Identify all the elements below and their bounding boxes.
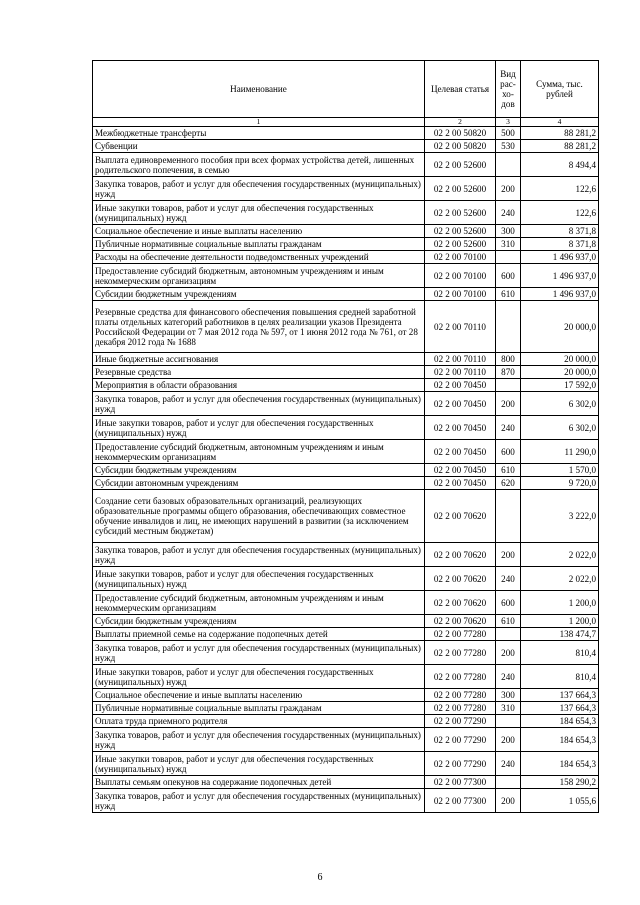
row-code: 02 2 00 52600 xyxy=(425,177,496,201)
row-name: Предоставление субсидий бюджетным, автономным учреждениям и иным некоммерческим организациям xyxy=(93,440,425,464)
table-row xyxy=(93,353,599,366)
row-vid: 600 xyxy=(496,440,521,464)
row-vid xyxy=(496,301,521,353)
row-name: Закупка товаров, работ и услуг для обеспечения государственных (муниципальных) нужд xyxy=(93,177,425,201)
row-name: Предоставление субсидий бюджетным, автономным учреждениям и иным некоммерческим организациям xyxy=(93,264,425,288)
row-sum: 1 570,0 xyxy=(521,464,599,477)
header-sum: Сумма, тыс. рублей xyxy=(521,61,599,118)
page-number: 6 xyxy=(317,872,323,883)
row-name: Иные закупки товаров, работ и услуг для обеспечения государственных (муниципальных) нужд xyxy=(93,416,425,440)
table-row xyxy=(93,301,599,353)
row-name: Оплата труда приемного родителя xyxy=(93,715,425,728)
row-sum: 6 302,0 xyxy=(521,416,599,440)
row-sum: 810,4 xyxy=(521,665,599,689)
row-sum: 122,6 xyxy=(521,201,599,225)
row-vid: 200 xyxy=(496,177,521,201)
row-vid: 310 xyxy=(496,238,521,251)
table-row xyxy=(93,153,599,177)
row-code: 02 2 00 70620 xyxy=(425,591,496,615)
row-vid xyxy=(496,628,521,641)
row-name: Иные закупки товаров, работ и услуг для обеспечения государственных (муниципальных) нужд xyxy=(93,665,425,689)
row-vid xyxy=(496,251,521,264)
row-vid: 610 xyxy=(496,464,521,477)
row-sum: 122,6 xyxy=(521,177,599,201)
table-row xyxy=(93,392,599,416)
row-name: Создание сети базовых образовательных организаций, реализующих образовательные программы общего образования, обеспечивающих совместное обучение инвалидов и лиц, не имеющих нарушений в развитии (за исключением субсидий местным бюджетам) xyxy=(93,490,425,543)
row-code: 02 2 00 77290 xyxy=(425,715,496,728)
table-row xyxy=(93,728,599,752)
row-vid xyxy=(496,153,521,177)
row-name: Закупка товаров, работ и услуг для обеспечения государственных (муниципальных) нужд xyxy=(93,641,425,665)
row-code: 02 2 00 70110 xyxy=(425,366,496,379)
budget-table xyxy=(92,60,599,813)
table-row xyxy=(93,127,599,140)
row-vid: 240 xyxy=(496,752,521,776)
row-code: 02 2 00 77300 xyxy=(425,789,496,813)
row-name: Публичные нормативные социальные выплаты гражданам xyxy=(93,702,425,715)
row-vid: 240 xyxy=(496,416,521,440)
row-sum: 184 654,3 xyxy=(521,752,599,776)
column-number: 1 xyxy=(93,118,425,127)
row-vid xyxy=(496,490,521,543)
header-name: Наименование xyxy=(93,61,425,118)
column-number: 4 xyxy=(521,118,599,127)
row-code: 02 2 00 77290 xyxy=(425,752,496,776)
row-code: 02 2 00 70620 xyxy=(425,543,496,567)
row-vid: 240 xyxy=(496,567,521,591)
row-sum: 9 720,0 xyxy=(521,477,599,490)
row-code: 02 2 00 77280 xyxy=(425,628,496,641)
table-row xyxy=(93,366,599,379)
table-row xyxy=(93,752,599,776)
row-sum: 158 290,2 xyxy=(521,776,599,789)
row-sum: 11 290,0 xyxy=(521,440,599,464)
row-code: 02 2 00 50820 xyxy=(425,127,496,140)
table-row xyxy=(93,177,599,201)
table-row xyxy=(93,477,599,490)
row-sum: 137 664,3 xyxy=(521,702,599,715)
row-name: Субвенции xyxy=(93,140,425,153)
table-row xyxy=(93,665,599,689)
table-row xyxy=(93,615,599,628)
row-sum: 8 371,8 xyxy=(521,225,599,238)
table-row xyxy=(93,264,599,288)
table-row xyxy=(93,140,599,153)
row-name: Мероприятия в области образования xyxy=(93,379,425,392)
row-sum: 1 496 937,0 xyxy=(521,264,599,288)
row-vid: 200 xyxy=(496,789,521,813)
row-vid: 300 xyxy=(496,225,521,238)
row-sum: 184 654,3 xyxy=(521,728,599,752)
table-header-row xyxy=(93,61,599,118)
row-vid: 240 xyxy=(496,201,521,225)
row-code: 02 2 00 77290 xyxy=(425,728,496,752)
column-number: 3 xyxy=(496,118,521,127)
row-vid xyxy=(496,776,521,789)
row-sum: 184 654,3 xyxy=(521,715,599,728)
row-sum: 1 055,6 xyxy=(521,789,599,813)
row-name: Закупка товаров, работ и услуг для обеспечения государственных (муниципальных) нужд xyxy=(93,728,425,752)
row-sum: 20 000,0 xyxy=(521,301,599,353)
table-row xyxy=(93,591,599,615)
table-row xyxy=(93,689,599,702)
row-sum: 6 302,0 xyxy=(521,392,599,416)
row-vid: 300 xyxy=(496,689,521,702)
row-name: Резервные средства xyxy=(93,366,425,379)
row-code: 02 2 00 70450 xyxy=(425,477,496,490)
row-sum: 1 200,0 xyxy=(521,591,599,615)
row-vid xyxy=(496,379,521,392)
row-code: 02 2 00 70450 xyxy=(425,379,496,392)
row-sum: 1 200,0 xyxy=(521,615,599,628)
row-vid: 310 xyxy=(496,702,521,715)
table-row xyxy=(93,379,599,392)
row-vid: 200 xyxy=(496,392,521,416)
table-row xyxy=(93,490,599,543)
row-name: Резервные средства для финансового обеспечения повышения средней заработной платы отдельных категорий работников в целях реализации указов Президента Российской Федерации от 7 мая 2012 года № 597, от 1 июня 2012 года № 761, от 28 декабря 2012 года № 1688 xyxy=(93,301,425,353)
row-name: Межбюджетные трансферты xyxy=(93,127,425,140)
row-sum: 8 494,4 xyxy=(521,153,599,177)
row-name: Социальное обеспечение и иные выплаты населению xyxy=(93,689,425,702)
table-row xyxy=(93,628,599,641)
row-name: Субсидии бюджетным учреждениям xyxy=(93,288,425,301)
table-row xyxy=(93,288,599,301)
row-code: 02 2 00 70110 xyxy=(425,301,496,353)
row-sum: 3 222,0 xyxy=(521,490,599,543)
row-sum: 137 664,3 xyxy=(521,689,599,702)
row-vid: 870 xyxy=(496,366,521,379)
table-row xyxy=(93,776,599,789)
row-code: 02 2 00 52600 xyxy=(425,153,496,177)
row-vid: 240 xyxy=(496,665,521,689)
row-vid: 620 xyxy=(496,477,521,490)
row-name: Иные закупки товаров, работ и услуг для обеспечения государственных (муниципальных) нужд xyxy=(93,752,425,776)
row-code: 02 2 00 70620 xyxy=(425,567,496,591)
row-vid: 610 xyxy=(496,615,521,628)
row-code: 02 2 00 52600 xyxy=(425,201,496,225)
row-name: Закупка товаров, работ и услуг для обеспечения государственных (муниципальных) нужд xyxy=(93,392,425,416)
row-vid: 800 xyxy=(496,353,521,366)
row-code: 02 2 00 50820 xyxy=(425,140,496,153)
header-code: Целевая статья xyxy=(425,61,496,118)
table-row xyxy=(93,416,599,440)
row-sum: 88 281,2 xyxy=(521,127,599,140)
row-name: Закупка товаров, работ и услуг для обеспечения государственных (муниципальных) нужд xyxy=(93,543,425,567)
row-code: 02 2 00 70450 xyxy=(425,464,496,477)
row-code: 02 2 00 77300 xyxy=(425,776,496,789)
row-vid xyxy=(496,715,521,728)
row-sum: 17 592,0 xyxy=(521,379,599,392)
table-row xyxy=(93,715,599,728)
row-sum: 20 000,0 xyxy=(521,366,599,379)
row-sum: 2 022,0 xyxy=(521,567,599,591)
row-name: Публичные нормативные социальные выплаты гражданам xyxy=(93,238,425,251)
row-code: 02 2 00 70100 xyxy=(425,288,496,301)
row-code: 02 2 00 70110 xyxy=(425,353,496,366)
row-sum: 8 371,8 xyxy=(521,238,599,251)
row-name: Иные закупки товаров, работ и услуг для обеспечения государственных (муниципальных) нужд xyxy=(93,567,425,591)
row-vid: 200 xyxy=(496,641,521,665)
table-row xyxy=(93,201,599,225)
row-vid: 600 xyxy=(496,591,521,615)
row-sum: 810,4 xyxy=(521,641,599,665)
row-name: Выплаты семьям опекунов на содержание подопечных детей xyxy=(93,776,425,789)
row-code: 02 2 00 70100 xyxy=(425,264,496,288)
row-sum: 1 496 937,0 xyxy=(521,288,599,301)
row-sum: 2 022,0 xyxy=(521,543,599,567)
row-code: 02 2 00 77280 xyxy=(425,641,496,665)
row-sum: 88 281,2 xyxy=(521,140,599,153)
row-name: Субсидии бюджетным учреждениям xyxy=(93,615,425,628)
row-vid: 530 xyxy=(496,140,521,153)
row-name: Расходы на обеспечение деятельности подведомственных учреждений xyxy=(93,251,425,264)
table-row xyxy=(93,702,599,715)
row-code: 02 2 00 70620 xyxy=(425,615,496,628)
row-code: 02 2 00 52600 xyxy=(425,225,496,238)
column-number: 2 xyxy=(425,118,496,127)
row-vid: 610 xyxy=(496,288,521,301)
row-code: 02 2 00 77280 xyxy=(425,689,496,702)
row-sum: 138 474,7 xyxy=(521,628,599,641)
row-code: 02 2 00 70100 xyxy=(425,251,496,264)
table-row xyxy=(93,464,599,477)
row-vid: 600 xyxy=(496,264,521,288)
row-code: 02 2 00 77280 xyxy=(425,702,496,715)
row-vid: 200 xyxy=(496,543,521,567)
table-row xyxy=(93,641,599,665)
row-name: Выплата единовременного пособия при всех формах устройства детей, лишенных родительского попечения, в семью xyxy=(93,153,425,177)
header-vid: Вид рас-хо-дов xyxy=(496,61,521,118)
row-name: Социальное обеспечение и иные выплаты населению xyxy=(93,225,425,238)
row-name: Предоставление субсидий бюджетным, автономным учреждениям и иным некоммерческим организациям xyxy=(93,591,425,615)
table-row xyxy=(93,567,599,591)
table-row xyxy=(93,225,599,238)
row-name: Выплаты приемной семье на содержание подопечных детей xyxy=(93,628,425,641)
table-row xyxy=(93,238,599,251)
table-row xyxy=(93,789,599,813)
row-name: Иные закупки товаров, работ и услуг для обеспечения государственных (муниципальных) нужд xyxy=(93,201,425,225)
table-row xyxy=(93,251,599,264)
table-row xyxy=(93,543,599,567)
table-row xyxy=(93,440,599,464)
row-name: Субсидии автономным учреждениям xyxy=(93,477,425,490)
row-code: 02 2 00 70450 xyxy=(425,416,496,440)
row-sum: 1 496 937,0 xyxy=(521,251,599,264)
row-vid: 500 xyxy=(496,127,521,140)
column-number-row xyxy=(93,118,599,127)
row-name: Субсидии бюджетным учреждениям xyxy=(93,464,425,477)
row-vid: 200 xyxy=(496,728,521,752)
row-code: 02 2 00 70450 xyxy=(425,392,496,416)
row-name: Иные бюджетные ассигнования xyxy=(93,353,425,366)
row-code: 02 2 00 70450 xyxy=(425,440,496,464)
row-name: Закупка товаров, работ и услуг для обеспечения государственных (муниципальных) нужд xyxy=(93,789,425,813)
table-body xyxy=(93,127,599,813)
row-code: 02 2 00 77280 xyxy=(425,665,496,689)
row-sum: 20 000,0 xyxy=(521,353,599,366)
row-code: 02 2 00 70620 xyxy=(425,490,496,543)
row-code: 02 2 00 52600 xyxy=(425,238,496,251)
